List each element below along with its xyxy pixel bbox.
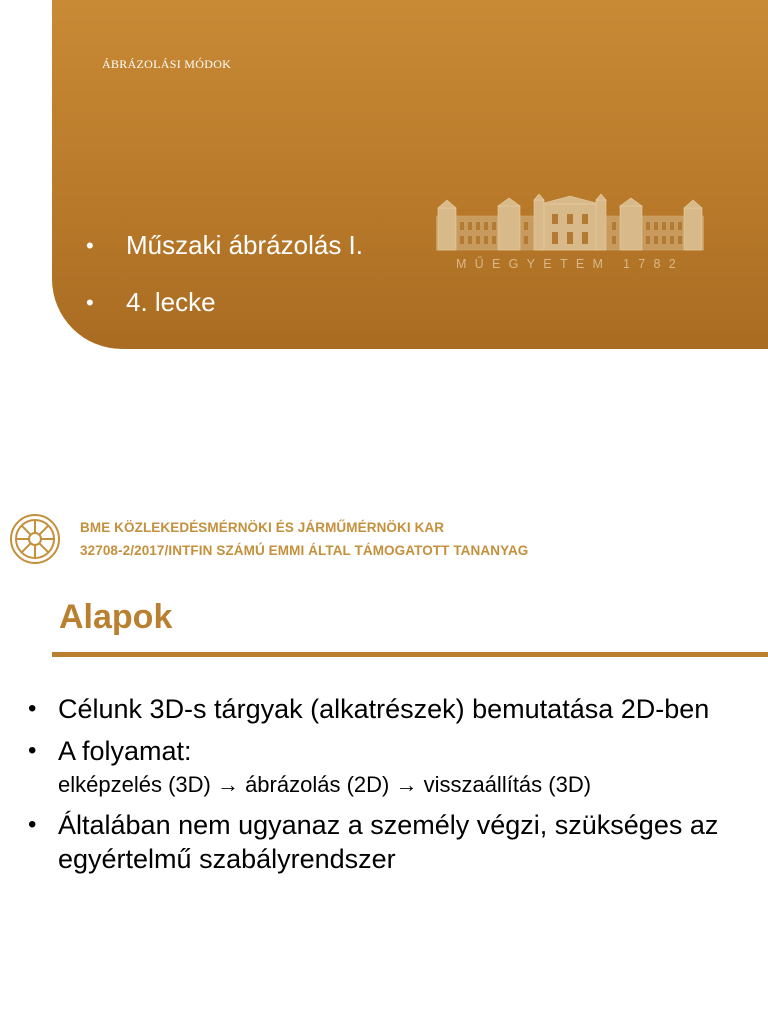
content-slide (0, 492, 768, 1024)
bullet-text: Célunk 3D-s tárgyak (alkatrészek) bemutatása 2D-ben (58, 694, 710, 724)
list-item (28, 734, 758, 800)
section-title: ÁBRÁZOLÁSI MÓDOK (102, 57, 232, 71)
title-divider (52, 652, 768, 657)
bullet-text: Általában nem ugyanaz a személy végzi, szükséges az egyértelmű szabályrendszer (58, 810, 719, 874)
bullet-icon: • (28, 811, 37, 838)
lesson-number: 4. lecke (126, 287, 216, 317)
muegyetem-building-logo (436, 194, 704, 274)
slide-title: Alapok (59, 598, 173, 636)
title-slide (0, 0, 768, 384)
faculty-name: BME KÖZLEKEDÉSMÉRNÖKI ÉS JÁRMŰMÉRNÖKI KAR (80, 520, 445, 535)
bullet-text: A folyamat: (58, 736, 192, 766)
course-name: Műszaki ábrázolás I. (126, 230, 363, 260)
content-bullets (28, 692, 758, 884)
bullet-icon: • (28, 695, 37, 722)
bullet-icon: • (86, 290, 94, 315)
process-steps: elképzelés (3D) → ábrázolás (2D) → visszaállítás (3D) (58, 772, 592, 797)
bullet-icon: • (28, 737, 37, 764)
title-bullets (86, 230, 363, 344)
logo-caption: MŰEGYETEM 1782 (455, 257, 685, 271)
grant-reference: 32708-2/2017/INTFIN SZÁMÚ EMMI ÁLTAL TÁMOGATOTT TANANYAG (80, 543, 529, 558)
list-item (28, 808, 758, 876)
title-bullet-item (86, 287, 363, 318)
faculty-wheel-icon (8, 512, 62, 566)
title-bullet-item (86, 230, 363, 261)
list-item (28, 692, 758, 726)
bullet-icon: • (86, 233, 94, 258)
